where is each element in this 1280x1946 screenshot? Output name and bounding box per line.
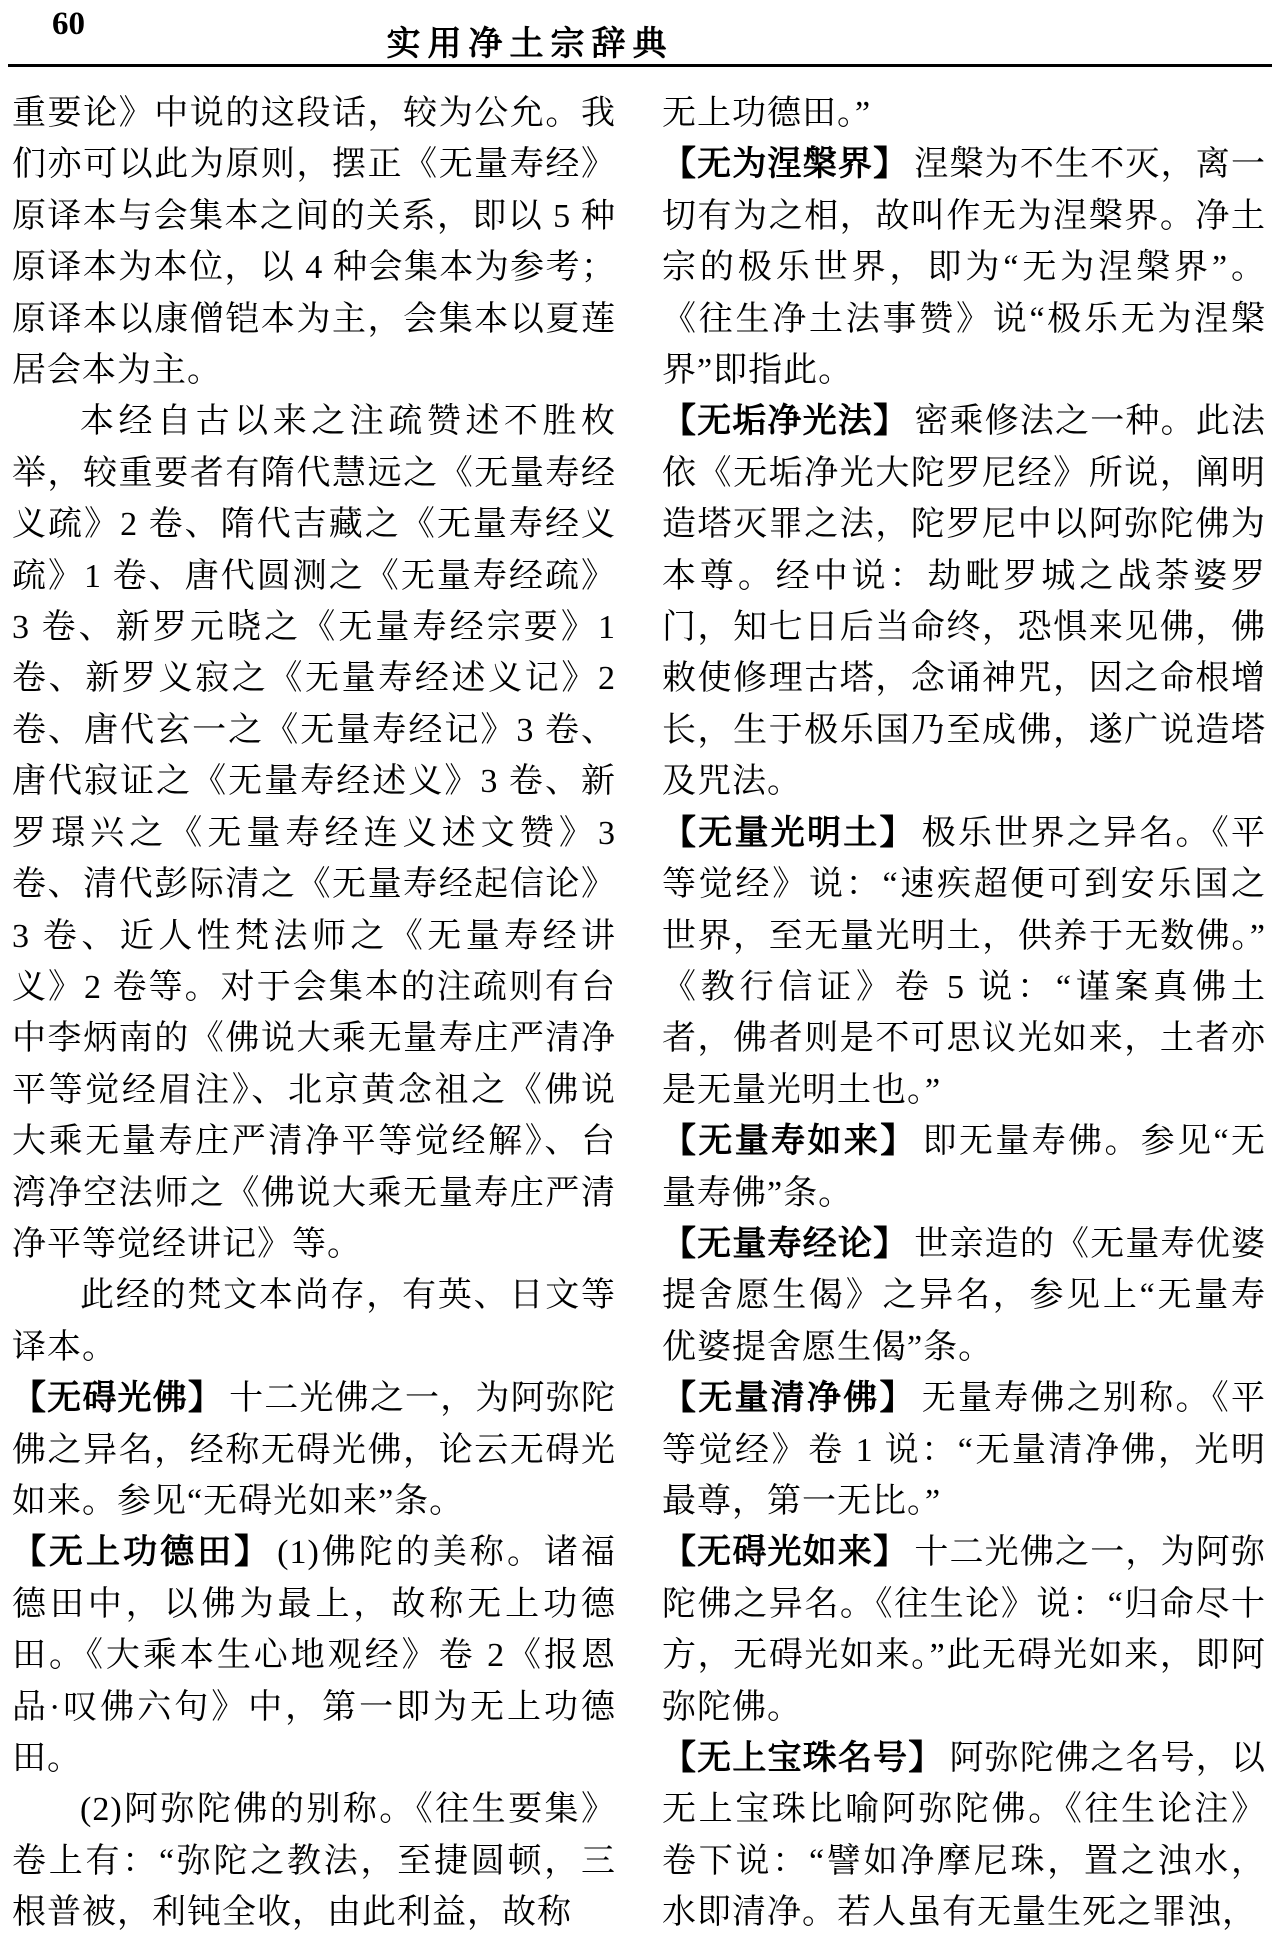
entry-headword: 【无上宝珠名号】 [662, 1739, 944, 1777]
entry-headword: 【无量光明土】 [662, 813, 916, 852]
column-left [12, 88, 616, 1939]
text-columns [0, 66, 1280, 1939]
dictionary-entry: 【无碍光佛】 十二光佛之一，为阿弥陀佛之异名，经称无碍光佛，论云无碍光如来。参见“无碍光如来”条。 [12, 1379, 616, 1520]
paragraph: 无上功德田。” [662, 95, 872, 132]
entry-headword: 【无量寿经论】 [662, 1224, 909, 1263]
entry-headword: 【无量清净佛】 [662, 1379, 916, 1418]
dictionary-entry: 【无碍光如来】 十二光佛之一，为阿弥陀佛之异名。《往生论》说：“归命尽十方，无碍光如来。”此无碍光如来，即阿弥陀佛。 [662, 1533, 1266, 1726]
paragraph: 重要论》中说的这段话，较为公允。我们亦可以此为原则，摆正《无量寿经》原译本与会集本之间的关系，即以 5 种原译本为本位，以 4 种会集本为参考；原译本以康僧铠本为主，会集本以夏莲居会本为主。 [12, 95, 616, 390]
entry-headword: 【无为涅槃界】 [662, 145, 909, 184]
entry-headword: 【无碍光佛】 [12, 1379, 224, 1418]
dictionary-entry: 【无量寿经论】 世亲造的《无量寿优婆提舍愿生偈》之异名，参见上“无量寿优婆提舍愿生偈”条。 [662, 1224, 1266, 1366]
entry-headword: 【无垢净光法】 [662, 402, 909, 441]
header-rule [8, 64, 1272, 67]
column-right [662, 88, 1266, 1939]
dictionary-entry: 【无量清净佛】 无量寿佛之别称。《平等觉经》卷 1 说：“无量清净佛，光明最尊，第一无比。” [662, 1379, 1266, 1520]
page-header [0, 0, 1280, 66]
entry-headword: 【无量寿如来】 [662, 1122, 917, 1161]
page-title: 实用净土宗辞典 [386, 26, 674, 63]
dictionary-entry: 【无上宝珠名号】 阿弥陀佛之名号，以无上宝珠比喻阿弥陀佛。《往生论注》卷下说：“譬如净摩尼珠，置之浊水，水即清净。若人虽有无量生死之罪浊， [662, 1739, 1266, 1932]
paragraph: 本经自古以来之注疏赞述不胜枚举，较重要者有隋代慧远之《无量寿经义疏》2 卷、隋代吉藏之《无量寿经义疏》1 卷、唐代圆测之《无量寿经疏》3 卷、新罗元晓之《无量寿经宗要》1 卷、新罗义寂之《无量寿经述义记》2 卷、唐代玄一之《无量寿经记》3 卷、唐代寂证之《无量寿经述义》3 卷、新罗璟兴之《无量寿经连义述文赞》3 卷、清代彭际清之《无量寿经起信论》3 卷、近人性梵法师之《无量寿经讲义》2 卷等。对于会集本的注疏则有台中李炳南的《佛说大乘无量寿庄严清净平等觉经眉注》、北京黄念祖之《佛说大乘无量寿庄严清净平等觉经解》、台湾净空法师之《佛说大乘无量寿庄严清净平等觉经讲记》等。 [12, 403, 616, 1263]
page-number: 60 [52, 6, 85, 42]
dictionary-entry: 【无上功德田】 (1)佛陀的美称。诸福德田中，以佛为最上，故称无上功德田。《大乘本生心地观经》卷 2《报恩品·叹佛六句》中，第一即为无上功德田。 [12, 1533, 616, 1777]
entry-headword: 【无上功德田】 [12, 1533, 272, 1572]
dictionary-entry: 【无量寿如来】 即无量寿佛。参见“无量寿佛”条。 [662, 1122, 1267, 1212]
dictionary-entry: 【无为涅槃界】 涅槃为不生不灭，离一切有为之相，故叫作无为涅槃界。净土宗的极乐世界，即为“无为涅槃界”。《往生净土法事赞》说“极乐无为涅槃界”即指此。 [662, 145, 1266, 390]
dictionary-entry: 【无量光明土】 极乐世界之异名。《平等觉经》说：“速疾超便可到安乐国之世界，至无量光明土，供养于无数佛。”《教行信证》卷 5 说：“谨案真佛土者，佛者则是不可思议光如来，土者亦是无量光明土也。” [662, 813, 1266, 1109]
entry-headword: 【无碍光如来】 [662, 1533, 909, 1572]
paragraph: (2)阿弥陀佛的别称。《往生要集》卷上有：“弥陀之教法，至捷圆顿，三根普被，利钝全收，由此利益，故称 [12, 1791, 616, 1932]
paragraph: 此经的梵文本尚存，有英、日文等译本。 [12, 1277, 616, 1366]
dictionary-entry: 【无垢净光法】 密乘修法之一种。此法依《无垢净光大陀罗尼经》所说，阐明造塔灭罪之法，陀罗尼中以阿弥陀佛为本尊。经中说：劫毗罗城之战荼婆罗门，知七日后当命终，恐惧来见佛，佛敕使修理古塔，念诵神咒，因之命根增长，生于极乐国乃至成佛，遂广说造塔及咒法。 [662, 402, 1266, 801]
